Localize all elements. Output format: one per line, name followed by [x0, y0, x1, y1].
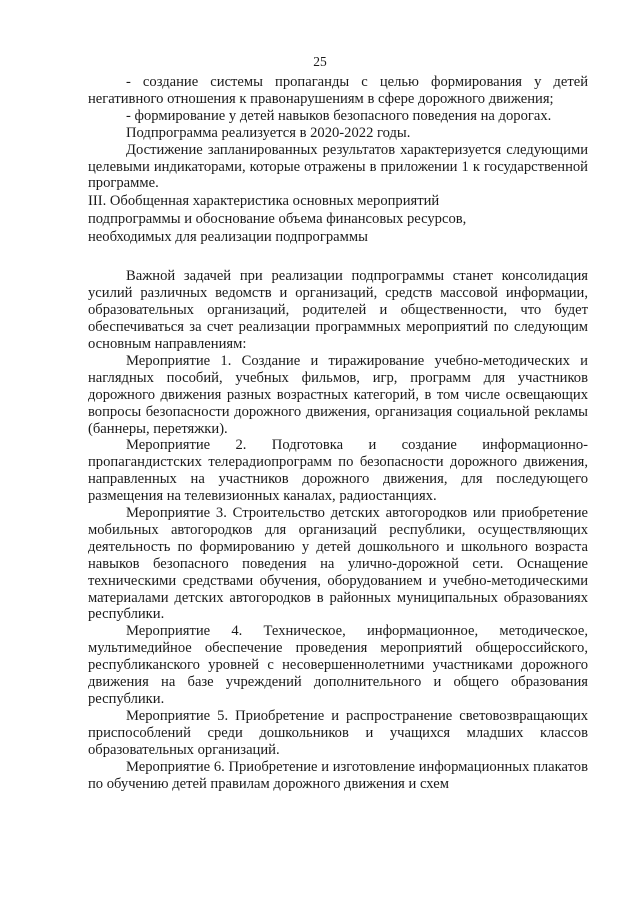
paragraph-measure-3: Мероприятие 3. Строительство детских автогородков или приобретение мобильных автогородков для организаций республики, осуществляющих деятельность по формированию у детей дошкольного и школьного возраста навыков безопасного поведения на улично-дорожной сети. Оснащение техническими средствами обучения, оборудованием и учебно-методическими материалами детских автогородков в районных муниципальных образованиях республики. — [88, 505, 588, 623]
paragraph-measure-4: Мероприятие 4. Техническое, информационное, методическое, мультимедийное обеспечение проведения мероприятий общероссийского, республиканского уровней с несовершеннолетними участниками дорожного движения на базе учреждений дополнительного и общего образования республики. — [88, 623, 588, 707]
paragraph-measure-1: Мероприятие 1. Создание и тиражирование учебно-методических и наглядных пособий, учебных фильмов, игр, программ для участников дорожного движения разных возрастных категорий, в том числе освещающих вопросы безопасности дорожного движения, организация социальной рекламы (баннеры, перетяжки). — [88, 352, 588, 437]
section-heading-line: III. Обобщенная характеристика основных мероприятий — [88, 193, 440, 210]
paragraph-propaganda: - создание системы пропаганды с целью формирования у детей негативного отношения к правонарушениям в сфере дорожного движения; — [88, 74, 588, 107]
section-heading — [88, 192, 588, 246]
paragraph-measure-6: Мероприятие 6. Приобретение и изготовление информационных плакатов по обучению детей правилам дорожного движения и схем — [88, 758, 588, 792]
section-heading-line: подпрограммы и обоснование объема финансовых ресурсов, — [88, 211, 467, 228]
section-heading-line: необходимых для реализации подпрограммы — [88, 229, 368, 246]
document-body — [88, 74, 588, 792]
page-number: 25 — [313, 54, 327, 69]
paragraph-period: Подпрограмма реализуется в 2020-2022 годы. — [126, 124, 411, 141]
paragraph-measure-5: Мероприятие 5. Приобретение и распространение световозвращающих приспособлений среди дошкольников и учащихся младших классов образовательных организаций. — [88, 707, 588, 758]
paragraph-safe-behavior: - формирование у детей навыков безопасного поведения на дорогах. — [126, 107, 552, 124]
paragraph-main-task: Важной задачей при реализации подпрограммы станет консолидация усилий различных ведомств и организаций, средств массовой информации, образовательных организаций, родителей и общественности, что будет обеспечиваться за счет реализации программных мероприятий по следующим основным направлениям: — [88, 268, 588, 352]
paragraph-measure-2: Мероприятие 2. Подготовка и создание информационно-пропагандистских телерадиопрограмм по безопасности дорожного движения, направленных на участников дорожного движения, для последующего размещения на телевизионных каналах, радиостанциях. — [88, 437, 588, 505]
paragraph-indicators: Достижение запланированных результатов характеризуется следующими целевыми индикаторами, которые отражены в приложении 1 к государственной программе. — [88, 141, 588, 192]
